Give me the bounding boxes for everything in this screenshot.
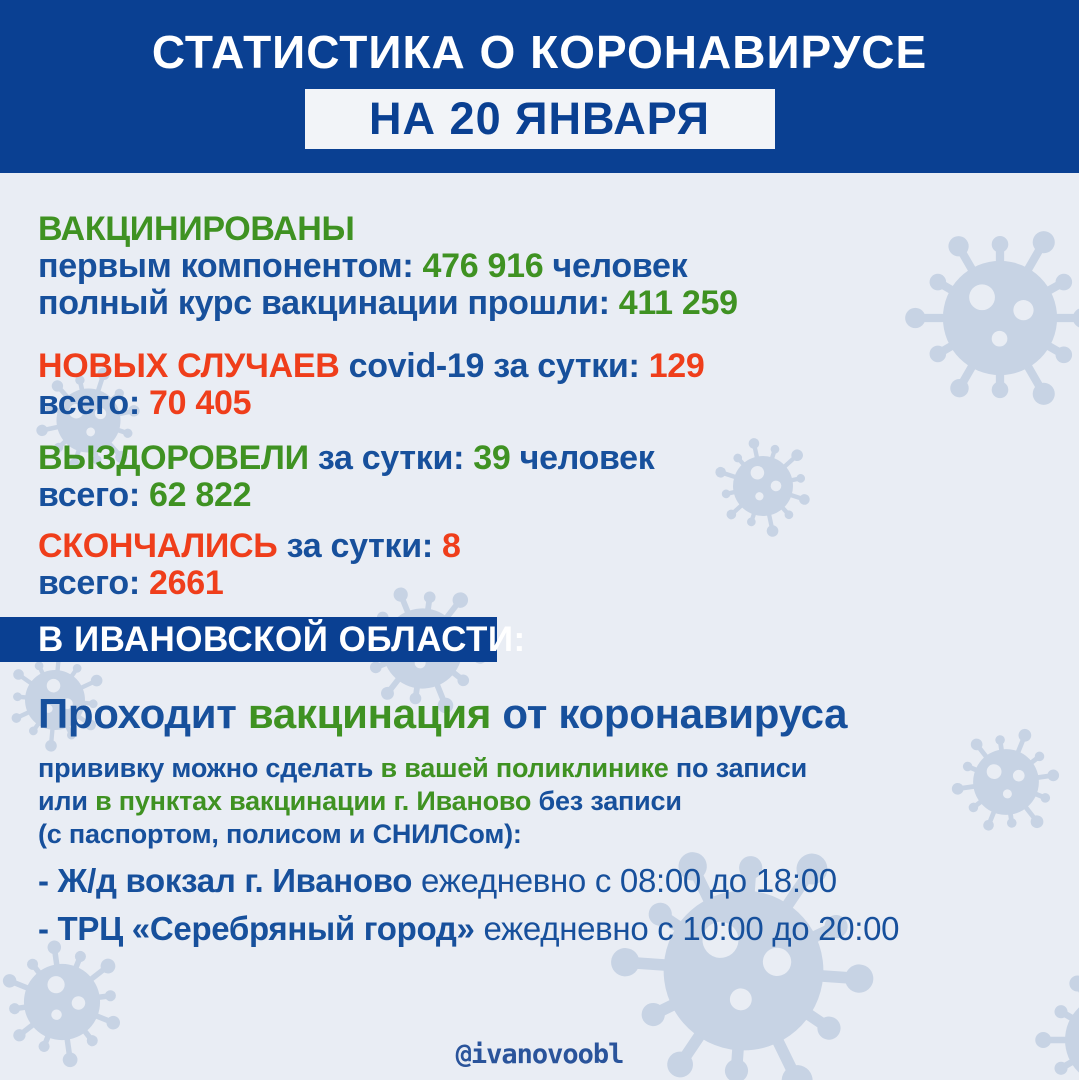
page-title: СТАТИСТИКА О КОРОНАВИРУСЕ bbox=[151, 26, 928, 78]
deceased-value: 8 bbox=[442, 527, 461, 565]
vaccination-line3-text: (с паспортом, полисом и СНИЛСом): bbox=[38, 819, 522, 849]
recovered-line bbox=[38, 440, 1079, 477]
date-badge bbox=[305, 89, 775, 149]
vaccination-line1 bbox=[38, 752, 1079, 785]
deceased-label: за сутки: bbox=[286, 527, 433, 565]
deceased-total-value: 2661 bbox=[149, 564, 224, 602]
new-cases-heading: НОВЫХ СЛУЧАЕВ bbox=[38, 347, 340, 385]
first-component-value: 476 916 bbox=[422, 247, 544, 285]
vaccination-title-part3: от коронавируса bbox=[502, 690, 848, 737]
new-cases-line bbox=[38, 348, 1079, 385]
vaccinated-first-component-line bbox=[38, 248, 1079, 285]
vaccinated-full-course-line bbox=[38, 285, 1079, 322]
full-course-value: 411 259 bbox=[618, 284, 738, 322]
vaccination-line2-part3: без записи bbox=[538, 786, 682, 816]
vaccination-point-place: - Ж/д вокзал г. Иваново bbox=[38, 862, 413, 899]
region-bar-label: В ИВАНОВСКОЙ ОБЛАСТИ: bbox=[38, 620, 526, 659]
recovered-total-value: 62 822 bbox=[149, 476, 252, 514]
recovered-value: 39 bbox=[473, 439, 511, 477]
vaccination-line1-part3: по записи bbox=[675, 753, 808, 783]
deceased-heading: СКОНЧАЛИСЬ bbox=[38, 527, 278, 565]
vaccinated-heading bbox=[38, 211, 1079, 248]
date-badge-label: НА 20 ЯНВАРЯ bbox=[369, 93, 710, 144]
vaccination-title bbox=[38, 690, 1079, 738]
first-component-suffix: человек bbox=[552, 247, 688, 285]
full-course-label: полный курс вакцинации прошли: bbox=[38, 284, 610, 322]
vaccination-point-place: - ТРЦ «Серебряный город» bbox=[38, 910, 475, 947]
new-cases-total-line bbox=[38, 385, 1079, 422]
vaccination-line1-part2: в вашей поликлинике bbox=[380, 753, 669, 783]
region-bar bbox=[0, 617, 526, 662]
recovered-suffix: человек bbox=[519, 439, 655, 477]
new-cases-label: covid-19 за сутки: bbox=[348, 347, 640, 385]
vaccination-title-part1: Проходит bbox=[38, 690, 237, 737]
vaccination-point-hours: ежедневно с 10:00 до 20:00 bbox=[483, 910, 900, 947]
social-handle: @ivanovoobl bbox=[455, 1039, 624, 1070]
recovered-total-label: всего: bbox=[38, 476, 140, 514]
statistics bbox=[0, 211, 1079, 602]
vaccination-point bbox=[38, 861, 1079, 901]
vaccination-line2-part1: или bbox=[38, 786, 88, 816]
deceased-total-label: всего: bbox=[38, 564, 140, 602]
vaccination-line3 bbox=[38, 818, 1079, 851]
vaccination-point-hours: ежедневно с 08:00 до 18:00 bbox=[421, 862, 837, 899]
vaccinated-heading-label: ВАКЦИНИРОВАНЫ bbox=[38, 210, 355, 248]
vaccination-point bbox=[38, 909, 1079, 949]
vaccination-line2 bbox=[38, 785, 1079, 818]
header bbox=[0, 0, 1079, 173]
recovered-total-line bbox=[38, 477, 1079, 514]
new-cases-total-value: 70 405 bbox=[149, 384, 252, 422]
recovered-label: за сутки: bbox=[317, 439, 465, 477]
first-component-label: первым компонентом: bbox=[38, 247, 414, 285]
vaccination-info bbox=[0, 690, 1079, 949]
vaccination-title-part2: вакцинация bbox=[247, 690, 492, 737]
deceased-line bbox=[38, 528, 1079, 565]
new-cases-total-label: всего: bbox=[38, 384, 140, 422]
vaccination-line1-part1: прививку можно сделать bbox=[38, 753, 374, 783]
recovered-heading: ВЫЗДОРОВЕЛИ bbox=[38, 439, 309, 477]
vaccination-line2-part2: в пунктах вакцинации г. Иваново bbox=[95, 786, 532, 816]
deceased-total-line bbox=[38, 565, 1079, 602]
new-cases-value: 129 bbox=[648, 347, 705, 385]
